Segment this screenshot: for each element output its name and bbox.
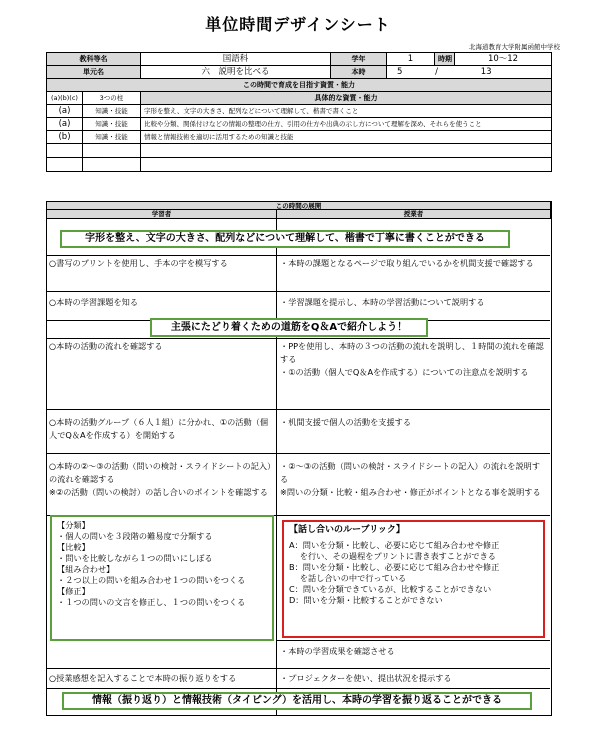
empty-cell [83, 158, 141, 172]
row3-pillar: 知識・技能 [83, 131, 141, 144]
header-table [46, 52, 552, 172]
goal-3: 情報（振り返り）と情報技術（タイピング）を活用し、本時の学習を振り返ることができる [62, 692, 532, 710]
step3-teacher [280, 340, 548, 379]
step7-learner: ○授業感想を記入することで本時の振り返りをする [49, 673, 237, 683]
step3-learner: ○本時の活動の流れを確認する [49, 341, 163, 351]
step5-teacher-1: ・②～③の活動（問いの検討・スライドシートの記入）の流れを説明する [280, 461, 541, 484]
row1-text: 字形を整え、文字の大きさ、配列などについて理解して、楷書で書くこと [141, 105, 552, 118]
rubric-box [282, 520, 545, 638]
row1-code: (a) [47, 105, 83, 118]
divider [276, 640, 550, 641]
step1-learner: ○書写のプリントを使用し、手本の字を模写する [49, 258, 228, 268]
row2-code: (a) [47, 118, 83, 131]
empty-cell [47, 158, 83, 172]
step1-teacher: ・本時の課題となるページで取り組んでいるかを机間支援で確認する [280, 258, 534, 268]
empty-cell [47, 144, 83, 158]
divider [47, 409, 550, 410]
point-item: ・２つ以上の問いを組み合わせ１つの問いをつくる [57, 575, 246, 585]
step2-teacher: ・学習課題を提示し、本時の学習活動について説明する [280, 297, 485, 307]
divider [47, 291, 550, 292]
point-item: 【組み合わせ】 [57, 564, 115, 574]
rubric-item: B：問いを分類・比較し、必要に応じて組み合わせや修正 [289, 562, 500, 572]
divider [47, 688, 550, 689]
unit-label: 単元名 [47, 66, 141, 79]
step6-teacher: ・本時の学習成果を確認させる [280, 646, 395, 656]
flow-header [46, 201, 551, 219]
point-item: 【分類】 [57, 520, 90, 530]
abilities-title: この時間で育成を目指す資質・能力 [47, 79, 552, 92]
goal-1: 字形を整え、文字の大きさ、配列などについて理解して、楷書で丁寧に書くことができる [60, 230, 510, 248]
school-name: 北海道教育大学附属函館中学校 [469, 43, 560, 51]
step2-learner: ○本時の学習課題を知る [49, 297, 139, 307]
grade-value: 1 [387, 53, 435, 66]
step4-teacher: ・机間支援で個人の活動を支援する [280, 417, 412, 427]
rubric-title: 【話し合いのルーブリック】 [289, 525, 405, 535]
point-item: ・１つの問いの文言を修正し、１つの問いをつくる [57, 597, 246, 607]
row2-text: 比較や分類、関係付けなどの情報の整理の仕方、引用の仕方や出典の示し方について理解を深め、それらを使うこと [141, 118, 552, 131]
lesson-total: 13 [480, 67, 492, 77]
point-item: ・問いを比較しながら１つの問いにしぼる [57, 553, 213, 563]
learner-header: 学習者 [46, 210, 277, 219]
divider [47, 338, 550, 339]
col-pillars: 3つの柱 [83, 92, 141, 105]
lesson-label: 本時 [331, 66, 387, 79]
step5-learner [49, 460, 274, 499]
period-label: 時期 [435, 53, 455, 66]
lesson-value [387, 66, 552, 79]
col-specific: 具体的な資質・能力 [141, 92, 552, 105]
empty-cell [83, 144, 141, 158]
point-item: 【比較】 [57, 542, 90, 552]
step4-learner: ○本時の活動グループ（６人１組）に分かれ、①の活動（個人でQ＆Aを作成する）を開始する [49, 417, 269, 440]
row3-text: 情報と情報技術を適切に活用するための知識と技能 [141, 131, 552, 144]
point-item: 【修正】 [57, 586, 90, 596]
subject-label: 教科等名 [47, 53, 141, 66]
rubric-item: C：問いを分類できているが、比較することができない [289, 584, 492, 594]
rubric-item: を話し合いの中で行っている [289, 573, 407, 583]
row1-pillar: 知識・技能 [83, 105, 141, 118]
step5-teacher [280, 460, 548, 499]
empty-cell [141, 144, 552, 158]
col-abc: (a)(b)(c) [47, 92, 83, 105]
row2-pillar: 知識・技能 [83, 118, 141, 131]
row3-code: (b) [47, 131, 83, 144]
subject-value: 国語科 [141, 53, 331, 66]
discussion-points-box [50, 515, 274, 641]
empty-cell [141, 158, 552, 172]
divider [47, 668, 550, 669]
step5-learner-1: ○本時の②～③の活動（問いの検討・スライドシートの記入）の流れを確認する [49, 461, 272, 484]
period-value: 10～12 [455, 53, 552, 66]
goal-2: 主張にたどり着くための道筋をQ＆Aで紹介しよう！ [150, 318, 428, 337]
step3-teacher-2: ・①の活動（個人でQ＆Aを作成する）についての注意点を説明する [280, 367, 529, 377]
flow-title: この時間の展開 [46, 201, 551, 210]
divider [47, 453, 550, 454]
unit-value: 六 説明を比べる [141, 66, 331, 79]
grade-label: 学年 [331, 53, 387, 66]
step5-learner-2: ※②の活動（問いの検討）の話し合いのポイントを確認する [49, 487, 268, 497]
divider [47, 255, 550, 256]
rubric-item: D：問いを分類・比較することができない [289, 595, 443, 605]
page-title: 単位時間デザインシート [205, 15, 391, 34]
point-item: ・個人の問いを３段階の難易度で分類する [57, 531, 213, 541]
step3-teacher-1: ・PPを使用し、本時の３つの活動の流れを説明し、１時間の流れを確認する [280, 341, 544, 364]
lesson-slash: / [435, 67, 439, 77]
rubric-item: A：問いを分類・比較し、必要に応じて組み合わせや修正 [289, 540, 500, 550]
step5-teacher-2: ※問いの分類・比較・組み合わせ・修正がポイントとなる事を説明する [280, 487, 541, 497]
lesson-number: 5 [397, 67, 403, 77]
teacher-header: 授業者 [277, 210, 551, 219]
rubric-item: を行い、その過程をプリントに書き表すことができる [289, 551, 496, 561]
step7-teacher: ・プロジェクターを使い、提出状況を提示する [280, 673, 452, 683]
